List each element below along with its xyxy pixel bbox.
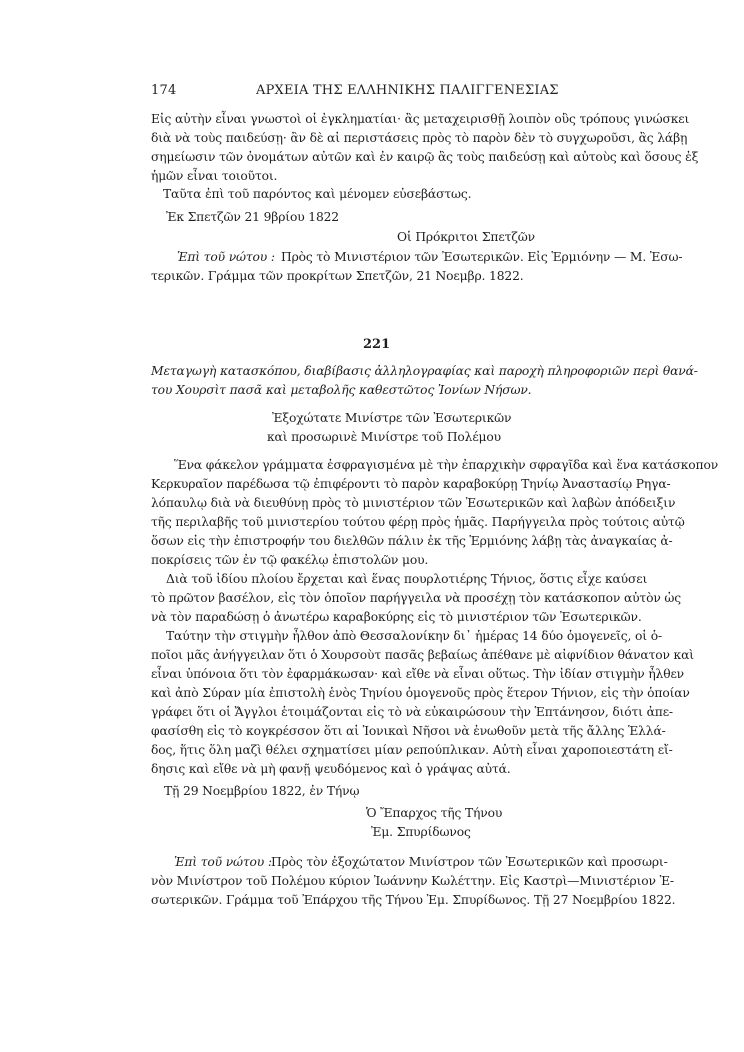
- text-line: Ταύτην τὴν στιγμὴν ἦλθον ἀπὸ Θεσσαλονίκην δι᾽ ἡμέρας 14 δύο ὁμογενεῖς, οἱ ὁ-: [166, 629, 662, 643]
- document-number: 221: [363, 337, 391, 352]
- text-line: Κερκυραῖον παρέδωσα τῷ ἐπιφέροντι τὸ παρὸν καραβοκύρῃ Τηνίῳ Ἀναστασίῳ Ρηγα-: [151, 477, 671, 491]
- text-line: Διὰ τοῦ ἰδίου πλοίου ἔρχεται καὶ ἕνας πουρλοτιέρης Τήνιος, ὅστις εἶχε καύσει: [166, 572, 648, 586]
- text-line: Πρὸς τὸν ἐξοχώτατον Μινίστρον τῶν Ἐσωτερικῶν καὶ προσωρι-: [271, 855, 668, 869]
- text-line: Πρὸς τὸ Μινιστέριον τῶν Ἐσωτερικῶν. Εἰς Ἑρμιόνην — Μ. Ἐσω-: [281, 250, 683, 264]
- text-line: γράφει ὅτι οἱ Ἄγγλοι ἑτοιμάζονται εἰς τὸ νὰ εὐκαιρώσουν τὴν Ἑπτάνησον, διότι ἀπε-: [151, 705, 673, 719]
- signature-title: Ὁ Ἔπαρχος τῆς Τήνου: [366, 806, 503, 820]
- prev-doc-place-date: Ἐκ Σπετζῶν 21 9βρίου 1822: [166, 210, 339, 224]
- text-line: δησις καὶ εἴθε νὰ μὴ φανῇ ψευδόμενος καὶ ὁ γράψας αὐτά.: [151, 762, 511, 776]
- text-line: διὰ νὰ τοὺς παιδεύσῃ· ἂν δὲ αἱ περιστάσεις πρὸς τὸ παρὸν δὲν τὸ συγχωροῦσι, ἂς λάβῃ: [151, 131, 688, 145]
- text-line: Εἰς αὐτὴν εἶναι γνωστοὶ οἱ ἐγκληματίαι· ἂς μεταχειρισθῇ λοιπὸν οὓς τρόπους γινώσκει: [151, 112, 690, 126]
- text-line: τὸ πρῶτον βασέλον, εἰς τὸν ὁποῖον παρήγγειλα νὰ προσέχῃ τὸν κατάσκοπον αὐτὸν ὡς: [151, 591, 682, 605]
- endorsement-label: Ἐπὶ τοῦ νώτου :: [177, 250, 275, 264]
- text-line: Μεταγωγὴ κατασκόπου, διαβίβασις ἀλληλογραφίας καὶ παροχὴ πληροφοριῶν περὶ θανά-: [151, 364, 698, 378]
- text-line: λόπαυλῳ διὰ νὰ διευθύνῃ πρὸς τὸ μινιστέριον τῶν Ἐσωτερικῶν καὶ λαβὼν ἀπόδειξιν: [151, 496, 676, 510]
- text-line: ὅσων εἰς τὴν ἐπιστροφήν του διελθῶν πάλιν ἐκ τῆς Ἑρμιόνης λάβῃ τὰς ἀναγκαίας ἀ-: [151, 534, 673, 548]
- text-line: δος, ἥτις ὅλη μαζὶ θέλει σχηματίσει μίαν ρεπούπλικαν. Αὐτὴ εἶναι χαροποιεστάτη εἴ-: [151, 743, 673, 757]
- text-line: εἶναι ὑπόνοια ὅτι τὸν ἐφαρμάκωσαν· καὶ εἴθε νὰ εἶναι οὕτως. Τὴν ἰδίαν στιγμὴν ἦλθεν: [151, 667, 685, 681]
- text-line: ἡμῶν εἶναι τοιοῦτοι.: [151, 169, 278, 183]
- prev-doc-signature: Οἱ Πρόκριτοι Σπετζῶν: [397, 230, 535, 244]
- page-number: 174: [151, 83, 177, 98]
- text-line: νὸν Μινίστρον τοῦ Πολέμου κύριον Ἰωάννην Κωλέττην. Εἰς Καστρὶ—Μινιστέριον Ἐ-: [151, 874, 674, 888]
- text-line: σημείωσιν τῶν ὀνομάτων αὐτῶν καὶ ἐν καιρῷ ἂς τοὺς παιδεύσῃ καὶ αὐτοὺς καὶ ὅσους ἐξ: [151, 150, 699, 164]
- text-line: καὶ προσωρινὲ Μινίστρε τοῦ Πολέμου: [267, 430, 501, 444]
- text-line: Ἕνα φάκελον γράμματα ἐσφραγισμένα μὲ τὴν ἐπαρχικὴν σφραγῖδα καὶ ἕνα κατάσκοπον: [174, 458, 719, 472]
- text-line: σωτερικῶν. Γράμμα τοῦ Ἐπάρχου τῆς Τήνου Ἐμ. Σπυρίδωνος. Τῇ 27 Νοεμβρίου 1822.: [151, 893, 676, 907]
- text-line: καὶ ἀπὸ Σύραν μία ἐπιστολὴ ἑνὸς Τηνίου ὁμογενοῦς πρὸς ἕτερον Τήνιον, εἰς τὴν ὁποίαν: [151, 686, 690, 700]
- text-line: φασίσθη εἰς τὸ κογκρέσσον ὅτι αἱ Ἰονικαὶ Νῆσοι νὰ ἑνωθοῦν μετὰ τῆς ἄλλης Ἑλλά-: [151, 724, 666, 738]
- text-line: ποῖοι μᾶς ἀνήγγειλαν ὅτι ὁ Χουρσοὺτ πασᾶς βεβαίως ἀπέθανε μὲ αἰφνίδιον θάνατον καὶ: [151, 648, 694, 662]
- text-line: ποκρίσεις τῶν ἐν τῷ φακέλῳ ἐπιστολῶν μου.: [151, 553, 429, 567]
- running-title: ΑΡΧΕΙΑ ΤΗΣ ΕΛΛΗΝΙΚΗΣ ΠΑΛΙΓΓΕΝΕΣΙΑΣ: [256, 83, 559, 98]
- signature-name: Ἐμ. Σπυρίδωνος: [371, 825, 471, 839]
- text-line: νὰ τὸν παραδώσῃ ὁ ἀνωτέρω καραβοκύρης εἰς τὸ μινιστέριον τῶν Ἐσωτερικῶν.: [151, 610, 642, 624]
- text-line: τῆς περιλαβῆς τοῦ μινιστερίου τούτου φέρῃ πρὸς ἡμᾶς. Παρήγγειλα πρὸς τούτοις αὐτῷ: [151, 515, 685, 529]
- text-line: του Χουρσὶτ πασᾶ καὶ μεταβολῆς καθεστῶτος Ἰονίων Νήσων.: [151, 383, 532, 397]
- text-line: Ἐξοχώτατε Μινίστρε τῶν Ἐσωτερικῶν: [272, 411, 512, 425]
- text-line: Ταῦτα ἐπὶ τοῦ παρόντος καὶ μένομεν εὐσεβάστως.: [163, 187, 472, 201]
- text-line: τερικῶν. Γράμμα τῶν προκρίτων Σπετζῶν, 21 Νοεμβρ. 1822.: [151, 269, 524, 283]
- place-date: Τῇ 29 Νοεμβρίου 1822, ἐν Τήνῳ: [164, 784, 360, 798]
- endorsement-label: Ἐπὶ τοῦ νώτου :: [174, 855, 272, 869]
